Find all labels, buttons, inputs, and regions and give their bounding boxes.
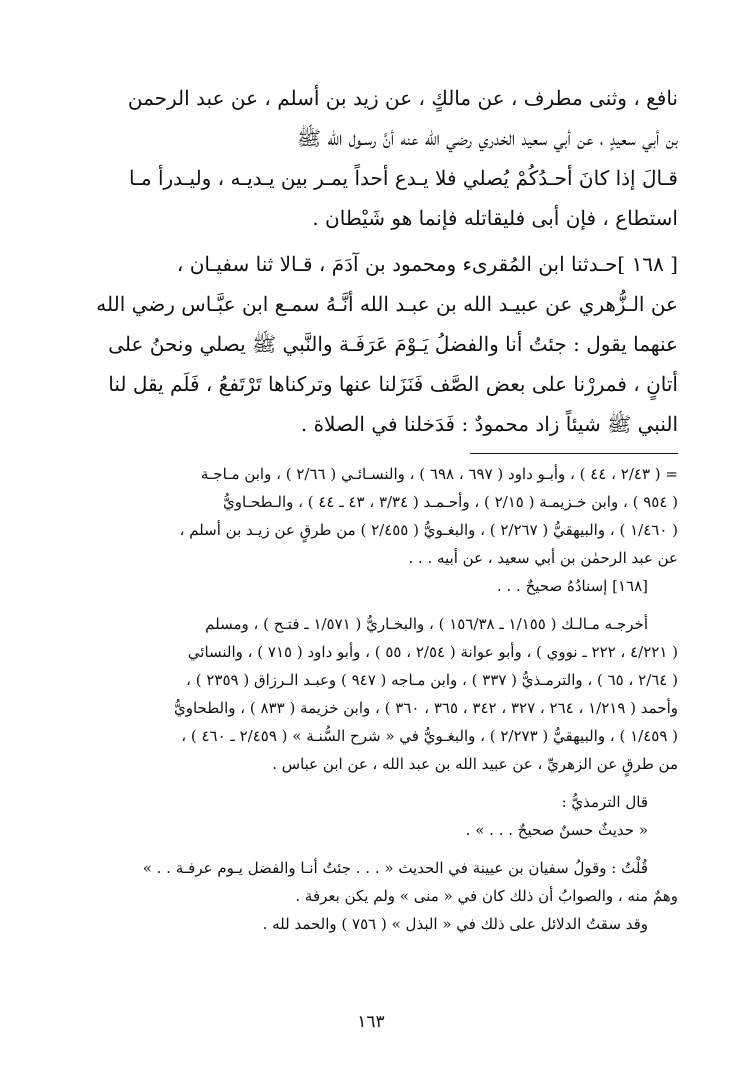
main-line: أتانٍ ، فمررْنا على بعض الصَّف فَنَزَلنا عنها وتركناها تَرْتَفعُ ، فَلَم يقل لنا [108, 372, 678, 396]
footnote-line: عن عبد الرحمٰن بن أبي سعيد ، عن أبيه . . . [408, 549, 678, 567]
footnote-line: ( ١/٤٥٩ ) ، والبيهقيُّ ( ٢/٢٧٣ ) ، والبغـويُّ في « شرح السُّنـة » ( ٢/٤٥٩ ـ ٤٦٠ ) ، [181, 727, 678, 745]
footnote-line: ( ١/٤٦٠ ) ، والبيهقيُّ ( ٢/٢٦٧ ) ، والبغـويُّ ( ٢/٤٥٥ ) من طرقٍ عن زيـد بن أسلم ، [179, 521, 678, 539]
footnote-line: = ( ٢/٤٣ ، ٤٤ ) ، وأبـو داود ( ٦٩٧ ، ٦٩٨ ) ، والنسـائـي ( ٢/٦٦ ) ، وابن مـاجـة [200, 465, 678, 483]
footnote-line: ( ٤/٢٢١ ، ٢٢٢ ـ نووي ) ، وأبو عوانة ( ٢/٥٤ ، ٥٥ ) ، وأبو داود ( ٧١٥ ) ، والنسائي [187, 643, 678, 661]
footnotes [58, 460, 678, 938]
main-line: قـالَ إذا كانَ أحـدُكُمْ يُصلي فلا يـدع أحداً يمـر بين يـديـه ، وليـدرأ مـا [128, 166, 678, 190]
footnote-line: من طرقٍ عن الزهريِّ ، عن عبيد الله بن عبد الله ، عن ابن عباس . [272, 755, 678, 773]
footnote-spacer [58, 844, 678, 854]
footnote-line: وأحمد ( ١/٢١٩ ، ٢٦٤ ، ٣٢٧ ، ٣٤٢ ، ٣٦٥ ، ٣٦٠ ) ، وابن خزيمة ( ٨٣٣ ) ، والطحاويُّ [173, 699, 678, 717]
footnote-spacer [58, 778, 678, 788]
footnote-line: ( ٩٥٤ ) ، وابن خـزيمـة ( ٢/١٥ ) ، وأحـمـد ( ٣/٣٤ ، ٤٣ ـ ٤٤ ) ، والـطحـاويُّ [223, 493, 678, 511]
main-line: النبي ﷺ شيئاً زاد محمودٌ : فَدَخلنا في الصلاة . [300, 412, 678, 436]
qultu-line: وهمٌ منه ، والصوابُ أن ذلك كان في « منى » ولم يكن بعرفة . [295, 887, 678, 905]
tirmidhi-label: قال الترمذيُّ : [561, 793, 648, 811]
main-line: عنهما يقول : جئتُ أنا والفضلُ يَـوْمَ عَرَفَـة والنَّبي ﷺ يصلي ونحنُ على [108, 332, 678, 356]
footnote-line: ( ٢/٦٤ ، ٦٥ ) ، والترمـذيُّ ( ٣٣٧ ) ، وابن مـاجه ( ٩٤٧ ) وعبـد الـرزاق ( ٢٣٥٩ ) ، [186, 671, 678, 689]
footnote-separator [470, 453, 678, 454]
qultu-line: قُلْتُ : وقولُ سفيان بن عيينة في الحديث « . . . جئتُ أنـا والفضل يـوم عرفـة . . » [142, 859, 648, 877]
main-line: نافع ، وثنى مطرف ، عن مالكٍ ، عن زيد بن أسلم ، عن عبد الرحمن [127, 86, 678, 110]
final-note-line: وقد سقتُ الدلائل على ذلك في « البذل » ( ٧٥٦ ) والحمد لله . [262, 915, 648, 933]
footnote-spacer [58, 600, 678, 610]
main-line-hadith-168: [ ١٦٨ ]حـدثنا ابن المُقرىء ومحمود بن آدَمَ ، قـالا ثنا سفيـان ، [176, 252, 678, 276]
main-text [68, 78, 678, 444]
tirmidhi-quote: « حديثٌ حسنٌ صحيحٌ . . . » . [465, 821, 648, 839]
main-line: عن الـزُّهري عن عبيـد الله بن عبـد الله أنَّـهُ سمـع ابن عبَّـاس رضي الله [96, 292, 678, 316]
main-line: استطاع ، فإن أبى فليقاتله فإنما هو شَيْطان . [312, 206, 678, 230]
page-number: ١٦٣ [357, 1012, 385, 1032]
main-line: بن أبي سعيدٍ ، عن أبي سعيد الخدري رضي الله عنه أنَّ رسـول الله ﷺ [296, 126, 678, 150]
footnote-168-heading: [١٦٨] إسنادُهُ صحيحٌ . . . [496, 577, 648, 595]
footnote-line: أخرجـه مـالـك ( ١/١٥٥ ـ ١٥٦/٣٨ ) ، والبخـاريُّ ( ١/٥٧١ ـ فتـح ) ، ومسلم [205, 615, 648, 633]
